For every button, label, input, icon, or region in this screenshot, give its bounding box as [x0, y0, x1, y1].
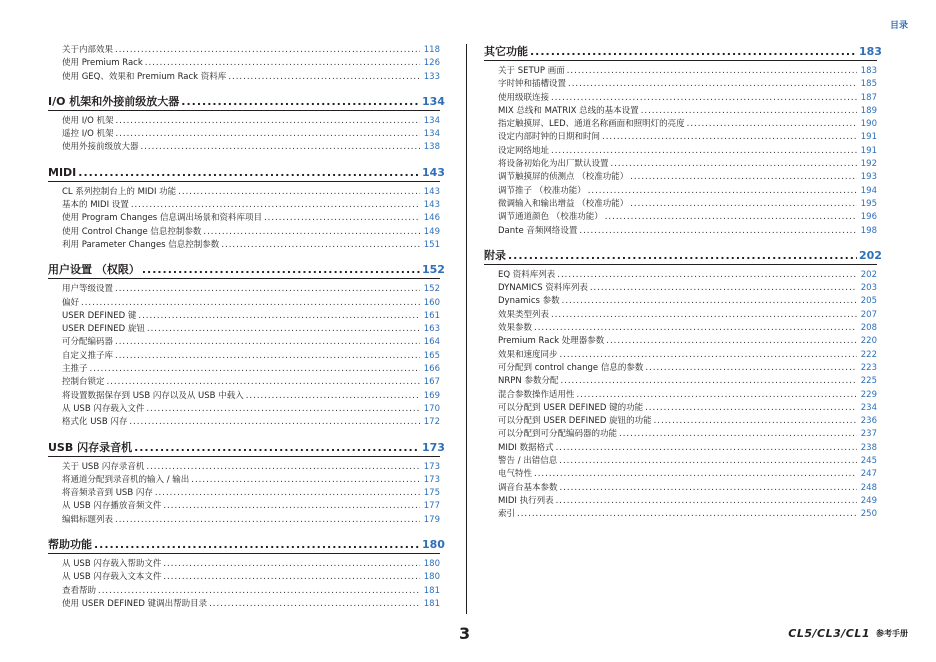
- entry-title: USER DEFINED 键: [62, 310, 137, 321]
- toc-entry[interactable]: [484, 309, 877, 322]
- entry-title: 将音频录音到 USB 闪存: [62, 488, 153, 499]
- toc-entry[interactable]: [48, 350, 440, 363]
- toc-entry[interactable]: [484, 118, 877, 131]
- entry-title: 设定内部时钟的日期和时间: [498, 132, 601, 143]
- section-title: 用户设置 （权限）: [48, 263, 140, 277]
- toc-entry[interactable]: [484, 92, 877, 105]
- toc-entry[interactable]: [484, 171, 877, 184]
- dot-leader: [163, 500, 420, 513]
- entry-title: 索引: [498, 509, 516, 520]
- entry-page: 198: [860, 225, 877, 236]
- entry-page: 146: [423, 213, 440, 224]
- entry-page: 177: [423, 501, 440, 512]
- toc-entry[interactable]: [48, 336, 440, 349]
- entry-page: 133: [423, 71, 440, 82]
- entry-page: 189: [860, 105, 877, 116]
- dot-leader: [115, 336, 420, 349]
- toc-entry[interactable]: [484, 158, 877, 171]
- entry-page: 161: [423, 310, 440, 321]
- entry-page: 223: [860, 362, 877, 373]
- entry-title: 使用 Control Change 信息控制参数: [62, 226, 202, 237]
- entry-page: 202: [860, 269, 877, 280]
- toc-entry[interactable]: [48, 57, 440, 70]
- toc-entry[interactable]: [48, 487, 440, 500]
- section-heading[interactable]: [48, 94, 445, 111]
- dot-leader: [209, 598, 420, 611]
- toc-entry[interactable]: [48, 115, 440, 128]
- toc-entry[interactable]: [484, 322, 877, 335]
- dot-leader: [142, 262, 420, 278]
- section-page: 173: [422, 440, 445, 454]
- entry-title: 电气特性: [498, 469, 533, 480]
- entry-title: Dynamics 参数: [498, 296, 560, 307]
- dot-leader: [94, 537, 420, 553]
- toc-entry[interactable]: [484, 335, 877, 348]
- toc-section: [484, 248, 882, 522]
- entry-page: 187: [860, 92, 877, 103]
- dot-leader: [115, 514, 420, 527]
- entry-title: 使用 Program Changes 信息调出场景和资料库项目: [62, 213, 262, 224]
- entry-title: 偏好: [62, 297, 80, 308]
- section-heading[interactable]: [48, 262, 445, 279]
- toc-left-column: [48, 44, 445, 621]
- entry-page: 165: [423, 350, 440, 361]
- dot-leader: [115, 350, 420, 363]
- dot-leader: [557, 269, 857, 282]
- entry-title: 主推子: [62, 364, 88, 375]
- entry-page: 172: [423, 417, 440, 428]
- dot-leader: [560, 482, 857, 495]
- entry-title: 从 USB 闪存载入帮助文件: [62, 559, 162, 570]
- entry-page: 238: [860, 442, 877, 453]
- entry-page: 208: [860, 323, 877, 334]
- dot-leader: [602, 131, 857, 144]
- section-page: 180: [422, 538, 445, 552]
- entry-title: 遥控 I/O 机架: [62, 129, 114, 140]
- entry-page: 163: [423, 324, 440, 335]
- entry-page: 220: [860, 336, 877, 347]
- dot-leader: [687, 118, 857, 131]
- entry-title: 可以分配到可分配编码器的功能: [498, 429, 618, 440]
- toc-entry[interactable]: [48, 199, 440, 212]
- dot-leader: [131, 199, 420, 212]
- entry-page: 151: [423, 239, 440, 250]
- entry-title: 自定义推子库: [62, 350, 114, 361]
- section-heading[interactable]: [48, 440, 445, 457]
- entry-page: 173: [423, 461, 440, 472]
- section-heading[interactable]: [484, 44, 882, 61]
- entry-page: 160: [423, 297, 440, 308]
- section-title: I/O 机架和外接前级放大器: [48, 94, 180, 108]
- entry-page: 134: [423, 115, 440, 126]
- entry-title: 使用 GEQ、效果和 Premium Rack 资料库: [62, 71, 227, 82]
- entry-page: 166: [423, 364, 440, 375]
- toc-right-column: [484, 44, 882, 532]
- entry-title: 查看帮助: [62, 585, 97, 596]
- toc-entry[interactable]: [484, 468, 877, 481]
- dot-leader: [588, 185, 857, 198]
- dot-leader: [146, 461, 420, 474]
- entry-title: MIX 总线和 MATRIX 总线的基本设置: [498, 105, 639, 116]
- entry-title: 调节触摸屏的侦测点 （校准功能）: [498, 172, 629, 183]
- entry-page: 193: [860, 172, 877, 183]
- entry-page: 167: [423, 377, 440, 388]
- section-title: USB 闪存录音机: [48, 440, 133, 454]
- toc-entry[interactable]: [48, 585, 440, 598]
- entry-page: 203: [860, 283, 877, 294]
- entry-page: 192: [860, 159, 877, 170]
- toc-entry[interactable]: [484, 78, 877, 91]
- section-page: 183: [859, 45, 882, 58]
- entry-title: 使用级联连接: [498, 92, 550, 103]
- dot-leader: [145, 57, 420, 70]
- dot-leader: [605, 211, 857, 224]
- entry-page: 196: [860, 212, 877, 223]
- toc-entry[interactable]: [484, 145, 877, 158]
- entry-page: 118: [423, 45, 440, 55]
- entry-title: 可分配到 control change 信息的参数: [498, 362, 644, 373]
- entry-title: CL 系列控制台上的 MIDI 功能: [62, 186, 177, 197]
- dot-leader: [115, 115, 420, 128]
- entry-page: 175: [423, 488, 440, 499]
- entry-page: 185: [860, 79, 877, 90]
- section-title: 其它功能: [484, 45, 528, 58]
- toc-entry[interactable]: [48, 297, 440, 310]
- dot-leader: [78, 165, 420, 181]
- toc-entry[interactable]: [484, 225, 877, 238]
- entry-page: 143: [423, 186, 440, 197]
- toc-section: [48, 44, 440, 84]
- entry-page: 249: [860, 495, 877, 506]
- dot-leader: [138, 310, 420, 323]
- dot-leader: [134, 440, 420, 456]
- section-heading[interactable]: [48, 537, 445, 554]
- entry-title: 调节推子 （校准功能）: [498, 185, 586, 196]
- dot-leader: [568, 78, 857, 91]
- toc-entry[interactable]: [48, 128, 440, 141]
- entry-page: 169: [423, 390, 440, 401]
- entry-title: 可分配编码器: [62, 337, 114, 348]
- toc-entry[interactable]: [484, 455, 877, 468]
- toc-entry[interactable]: [484, 105, 877, 118]
- entry-page: 191: [860, 145, 877, 156]
- entry-title: 调节通道颜色 （校准功能）: [498, 212, 603, 223]
- dot-leader: [645, 362, 857, 375]
- entry-page: 205: [860, 296, 877, 307]
- entry-page: 143: [423, 200, 440, 211]
- toc-entry[interactable]: [48, 239, 440, 252]
- entry-title: 关于 SETUP 画面: [498, 66, 565, 76]
- entry-page: 170: [423, 403, 440, 414]
- toc-entry[interactable]: [484, 362, 877, 375]
- toc-section: [48, 165, 445, 252]
- entry-page: 149: [423, 226, 440, 237]
- toc-entry[interactable]: [484, 65, 877, 78]
- entry-page: 250: [860, 509, 877, 520]
- entry-page: 126: [423, 58, 440, 69]
- entry-page: 138: [423, 142, 440, 153]
- toc-section: [48, 537, 445, 611]
- dot-leader: [630, 198, 857, 211]
- entry-page: 237: [860, 429, 877, 440]
- dot-leader: [508, 248, 857, 264]
- dot-leader: [551, 145, 857, 158]
- dot-leader: [530, 44, 857, 60]
- entry-title: 基本的 MIDI 设置: [62, 200, 129, 211]
- toc-entry[interactable]: [484, 375, 877, 388]
- toc-entry[interactable]: [48, 323, 440, 336]
- dot-leader: [654, 415, 857, 428]
- toc-entry[interactable]: [484, 428, 877, 441]
- entry-title: DYNAMICS 资料库列表: [498, 283, 588, 294]
- entry-title: 将设置数据保存到 USB 闪存以及从 USB 中载入: [62, 390, 244, 401]
- dot-leader: [611, 158, 857, 171]
- entry-page: 183: [860, 66, 877, 76]
- toc-entry[interactable]: [48, 212, 440, 225]
- toc-entry[interactable]: [484, 442, 877, 455]
- toc-entry[interactable]: [48, 186, 440, 199]
- dot-leader: [579, 225, 857, 238]
- entry-page: 180: [423, 559, 440, 570]
- entry-page: 247: [860, 469, 877, 480]
- dot-leader: [264, 212, 420, 225]
- dot-leader: [178, 186, 420, 199]
- toc-section: [484, 44, 882, 238]
- dot-leader: [590, 282, 857, 295]
- entry-page: 245: [860, 456, 877, 467]
- toc-section: [48, 94, 445, 155]
- entry-title: 效果参数: [498, 323, 533, 334]
- entry-title: EQ 资料库列表: [498, 269, 556, 280]
- toc-entry[interactable]: [48, 461, 440, 474]
- entry-title: 字时钟和插槽设置: [498, 79, 567, 90]
- entry-title: 微调输入和输出增益 （校准功能）: [498, 198, 629, 209]
- toc-entry[interactable]: [48, 514, 440, 527]
- dot-leader: [115, 283, 420, 296]
- entry-page: 194: [860, 185, 877, 196]
- dot-leader: [551, 309, 857, 322]
- entry-title: 从 USB 闪存载入文件: [62, 403, 145, 414]
- entry-title: 效果类型列表: [498, 309, 550, 320]
- dot-leader: [567, 65, 857, 78]
- toc-entry[interactable]: [484, 198, 877, 211]
- toc-entry[interactable]: [48, 474, 440, 487]
- dot-leader: [560, 375, 857, 388]
- toc-section: [48, 262, 445, 429]
- entry-page: 225: [860, 376, 877, 387]
- dot-leader: [107, 376, 420, 389]
- toc-entry[interactable]: [48, 558, 440, 571]
- dot-leader: [534, 322, 857, 335]
- entry-title: 将设备初始化为出厂默认设置: [498, 159, 609, 170]
- toc-entry[interactable]: [48, 283, 440, 296]
- entry-title: 警告 / 出错信息: [498, 456, 558, 467]
- section-heading[interactable]: [48, 165, 445, 182]
- dot-leader: [559, 455, 857, 468]
- entry-page: 181: [423, 598, 440, 609]
- dot-leader: [81, 297, 420, 310]
- dot-leader: [556, 495, 857, 508]
- dot-leader: [645, 402, 857, 415]
- toc-entry[interactable]: [484, 482, 877, 495]
- toc-entry[interactable]: [48, 44, 440, 57]
- entry-title: 格式化 USB 闪存: [62, 417, 128, 428]
- dot-leader: [221, 239, 420, 252]
- entry-page: 152: [423, 284, 440, 295]
- dot-leader: [155, 487, 420, 500]
- entry-title: 用户等级设置: [62, 284, 114, 295]
- section-page: 202: [859, 248, 882, 262]
- dot-leader: [619, 428, 857, 441]
- dot-leader: [534, 468, 857, 481]
- section-title: 帮助功能: [48, 538, 92, 552]
- entry-page: 134: [423, 129, 440, 140]
- toc-entry[interactable]: [484, 415, 877, 428]
- dot-leader: [129, 416, 420, 429]
- toc-link[interactable]: 目录: [889, 21, 908, 31]
- toc-entry[interactable]: [484, 131, 877, 144]
- entry-page: 190: [860, 119, 877, 130]
- entry-title: 调音台基本参数: [498, 482, 558, 493]
- dot-leader: [562, 295, 857, 308]
- dot-leader: [90, 363, 420, 376]
- entry-title: 将通道分配到录音机的输入 / 输出: [62, 474, 190, 485]
- dot-leader: [163, 571, 420, 584]
- entry-title: 从 USB 闪存播放音频文件: [62, 501, 162, 512]
- toc-entry[interactable]: [48, 141, 440, 154]
- entry-page: 248: [860, 482, 877, 493]
- entry-page: 179: [423, 514, 440, 525]
- entry-page: 222: [860, 349, 877, 360]
- dot-leader: [577, 389, 857, 402]
- entry-title: NRPN 参数分配: [498, 376, 559, 387]
- product-logo: CL5/CL3/CL1: [788, 627, 870, 640]
- toc-entry[interactable]: [48, 571, 440, 584]
- page-number: 3: [459, 624, 471, 643]
- entry-title: 从 USB 闪存载入文本文件: [62, 572, 162, 583]
- entry-title: 编辑标题列表: [62, 514, 114, 525]
- dot-leader: [203, 226, 420, 239]
- toc-entry[interactable]: [484, 495, 877, 508]
- entry-title: 指定触摸屏、LED、通道名称画面和照明灯的亮度: [498, 119, 685, 130]
- entry-title: 可以分配到 USER DEFINED 旋钮的功能: [498, 416, 652, 427]
- section-title: MIDI: [48, 165, 77, 179]
- toc-entry[interactable]: [484, 389, 877, 402]
- entry-page: 236: [860, 416, 877, 427]
- entry-title: Dante 音频网络设置: [498, 225, 578, 236]
- toc-entry[interactable]: [484, 185, 877, 198]
- entry-title: 可以分配到 USER DEFINED 键的功能: [498, 402, 644, 413]
- entry-title: Premium Rack 处理器参数: [498, 336, 605, 347]
- section-page: 152: [422, 263, 445, 277]
- dot-leader: [556, 442, 857, 455]
- entry-page: 195: [860, 198, 877, 209]
- entry-title: 效果和速度同步: [498, 349, 558, 360]
- toc-entry[interactable]: [48, 416, 440, 429]
- entry-title: USER DEFINED 旋钮: [62, 324, 145, 335]
- entry-title: MIDI 执行列表: [498, 495, 554, 506]
- toc-entry[interactable]: [484, 295, 877, 308]
- toc-entry[interactable]: [48, 310, 440, 323]
- toc-entry[interactable]: [48, 363, 440, 376]
- dot-leader: [98, 585, 420, 598]
- dot-leader: [606, 335, 857, 348]
- dot-leader: [191, 474, 420, 487]
- toc-entry[interactable]: [484, 508, 877, 521]
- entry-page: 181: [423, 585, 440, 596]
- toc-entry[interactable]: [484, 211, 877, 224]
- toc-entry[interactable]: [484, 269, 877, 282]
- entry-title: 设定网络地址: [498, 145, 550, 156]
- toc-entry[interactable]: [48, 403, 440, 416]
- entry-page: 234: [860, 402, 877, 413]
- entry-title: 使用外接前级放大器: [62, 142, 139, 153]
- entry-title: MIDI 数据格式: [498, 442, 554, 453]
- dot-leader: [551, 92, 857, 105]
- entry-title: 利用 Parameter Changes 信息控制参数: [62, 239, 220, 250]
- entry-page: 180: [423, 572, 440, 583]
- dot-leader: [146, 403, 420, 416]
- dot-leader: [147, 323, 420, 336]
- entry-title: 关于 USB 闪存录音机: [62, 461, 145, 472]
- footer-brand: [788, 627, 908, 640]
- entry-page: 191: [860, 132, 877, 143]
- toc-entry[interactable]: [48, 500, 440, 513]
- toc-entry[interactable]: [48, 71, 440, 84]
- entry-title: 混合参数操作适用性: [498, 389, 575, 400]
- dot-leader: [630, 171, 857, 184]
- entry-title: 控制台锁定: [62, 377, 105, 388]
- dot-leader: [141, 141, 420, 154]
- entry-title: 关于内部效果: [62, 45, 114, 55]
- column-divider: [466, 44, 467, 614]
- section-title: 附录: [484, 248, 506, 262]
- dot-leader: [181, 94, 420, 110]
- section-heading[interactable]: [484, 248, 882, 265]
- entry-page: 207: [860, 309, 877, 320]
- dot-leader: [115, 128, 420, 141]
- dot-leader: [163, 558, 420, 571]
- dot-leader: [641, 105, 857, 118]
- dot-leader: [246, 390, 420, 403]
- dot-leader: [560, 349, 857, 362]
- toc-entry[interactable]: [48, 598, 440, 611]
- entry-page: 173: [423, 474, 440, 485]
- toc-entry[interactable]: [48, 390, 440, 403]
- toc-entry[interactable]: [484, 402, 877, 415]
- dot-leader: [228, 71, 420, 84]
- section-page: 143: [422, 165, 445, 179]
- dot-leader: [115, 44, 420, 57]
- entry-page: 229: [860, 389, 877, 400]
- dot-leader: [517, 508, 857, 521]
- entry-title: 使用 I/O 机架: [62, 115, 114, 126]
- entry-title: 使用 Premium Rack: [62, 58, 143, 69]
- entry-title: 使用 USER DEFINED 键调出帮助目录: [62, 598, 208, 609]
- doc-title: 参考手册: [876, 629, 908, 638]
- toc-entry[interactable]: [48, 226, 440, 239]
- section-page: 134: [422, 94, 445, 108]
- toc-section: [48, 440, 445, 527]
- toc-entry[interactable]: [484, 349, 877, 362]
- toc-entry[interactable]: [48, 376, 440, 389]
- toc-entry[interactable]: [484, 282, 877, 295]
- entry-page: 164: [423, 337, 440, 348]
